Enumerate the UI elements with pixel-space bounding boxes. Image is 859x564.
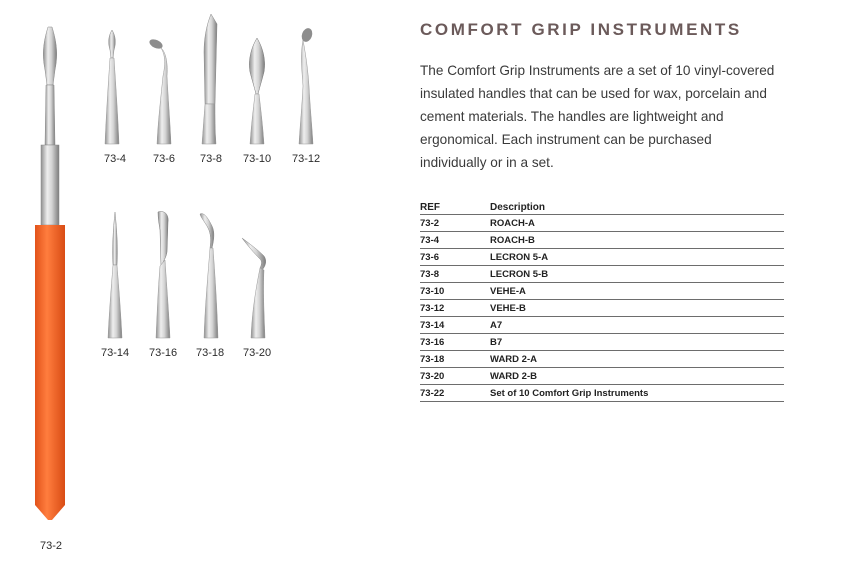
instrument-label-73-4: 73-4 — [104, 153, 127, 165]
instrument-73-12-image — [293, 26, 319, 146]
description-cell: LECRON 5-A — [490, 249, 784, 266]
table-row — [420, 334, 784, 351]
description-cell: WARD 2-A — [490, 351, 784, 368]
instrument-73-2-image — [30, 25, 70, 525]
description-column-header: Description — [490, 201, 784, 215]
ref-cell: 73-8 — [420, 266, 490, 283]
instrument-73-20-image — [240, 236, 272, 340]
description-cell: VEHE-B — [490, 300, 784, 317]
table-row — [420, 266, 784, 283]
description-cell: WARD 2-B — [490, 368, 784, 385]
instrument-label-73-18: 73-18 — [196, 347, 225, 359]
table-row — [420, 232, 784, 249]
instrument-label-73-14: 73-14 — [101, 347, 130, 359]
ref-cell: 73-4 — [420, 232, 490, 249]
product-description: The Comfort Grip Instruments are a set of 10 vinyl-covered insulated handles that can be used for wax, porcelain and cement materials. The handles are lightweight and ergonomical. Each instrument can be purchased individually or in a set. — [420, 63, 775, 170]
description-cell: LECRON 5-B — [490, 266, 784, 283]
instrument-label-73-2: 73-2 — [40, 540, 63, 552]
ref-cell: 73-10 — [420, 283, 490, 300]
instrument-label-73-16: 73-16 — [149, 347, 178, 359]
page-title: COMFORT GRIP INSTRUMENTS — [420, 20, 742, 39]
ref-cell: 73-14 — [420, 317, 490, 334]
instrument-label-73-12: 73-12 — [292, 153, 321, 165]
ref-cell: 73-12 — [420, 300, 490, 317]
table-row — [420, 351, 784, 368]
instrument-73-18-image — [196, 210, 224, 340]
table-row — [420, 368, 784, 385]
reference-table — [420, 201, 784, 402]
description-cell: ROACH-B — [490, 232, 784, 249]
instrument-73-8-image — [197, 12, 221, 146]
instrument-73-14-image — [103, 210, 127, 340]
ref-cell: 73-2 — [420, 215, 490, 232]
table-row — [420, 249, 784, 266]
table-row — [420, 283, 784, 300]
ref-cell: 73-16 — [420, 334, 490, 351]
table-row — [420, 385, 784, 402]
instrument-73-10-image — [244, 36, 270, 146]
description-cell: ROACH-A — [490, 215, 784, 232]
instrument-73-16-image — [150, 210, 176, 340]
description-cell: Set of 10 Comfort Grip Instruments — [490, 385, 784, 402]
description-cell: VEHE-A — [490, 283, 784, 300]
instrument-73-6-image — [148, 36, 176, 146]
instrument-label-73-20: 73-20 — [243, 347, 272, 359]
ref-cell: 73-18 — [420, 351, 490, 368]
table-row — [420, 300, 784, 317]
table-row — [420, 317, 784, 334]
description-cell: A7 — [490, 317, 784, 334]
description-cell: B7 — [490, 334, 784, 351]
table-header-row — [420, 201, 784, 215]
ref-cell: 73-22 — [420, 385, 490, 402]
table-row — [420, 215, 784, 232]
instrument-label-73-10: 73-10 — [243, 153, 272, 165]
instrument-label-73-6: 73-6 — [153, 153, 176, 165]
instrument-label-73-8: 73-8 — [200, 153, 223, 165]
ref-cell: 73-20 — [420, 368, 490, 385]
ref-column-header: REF — [420, 201, 490, 215]
ref-cell: 73-6 — [420, 249, 490, 266]
instrument-73-4-image — [100, 28, 124, 146]
